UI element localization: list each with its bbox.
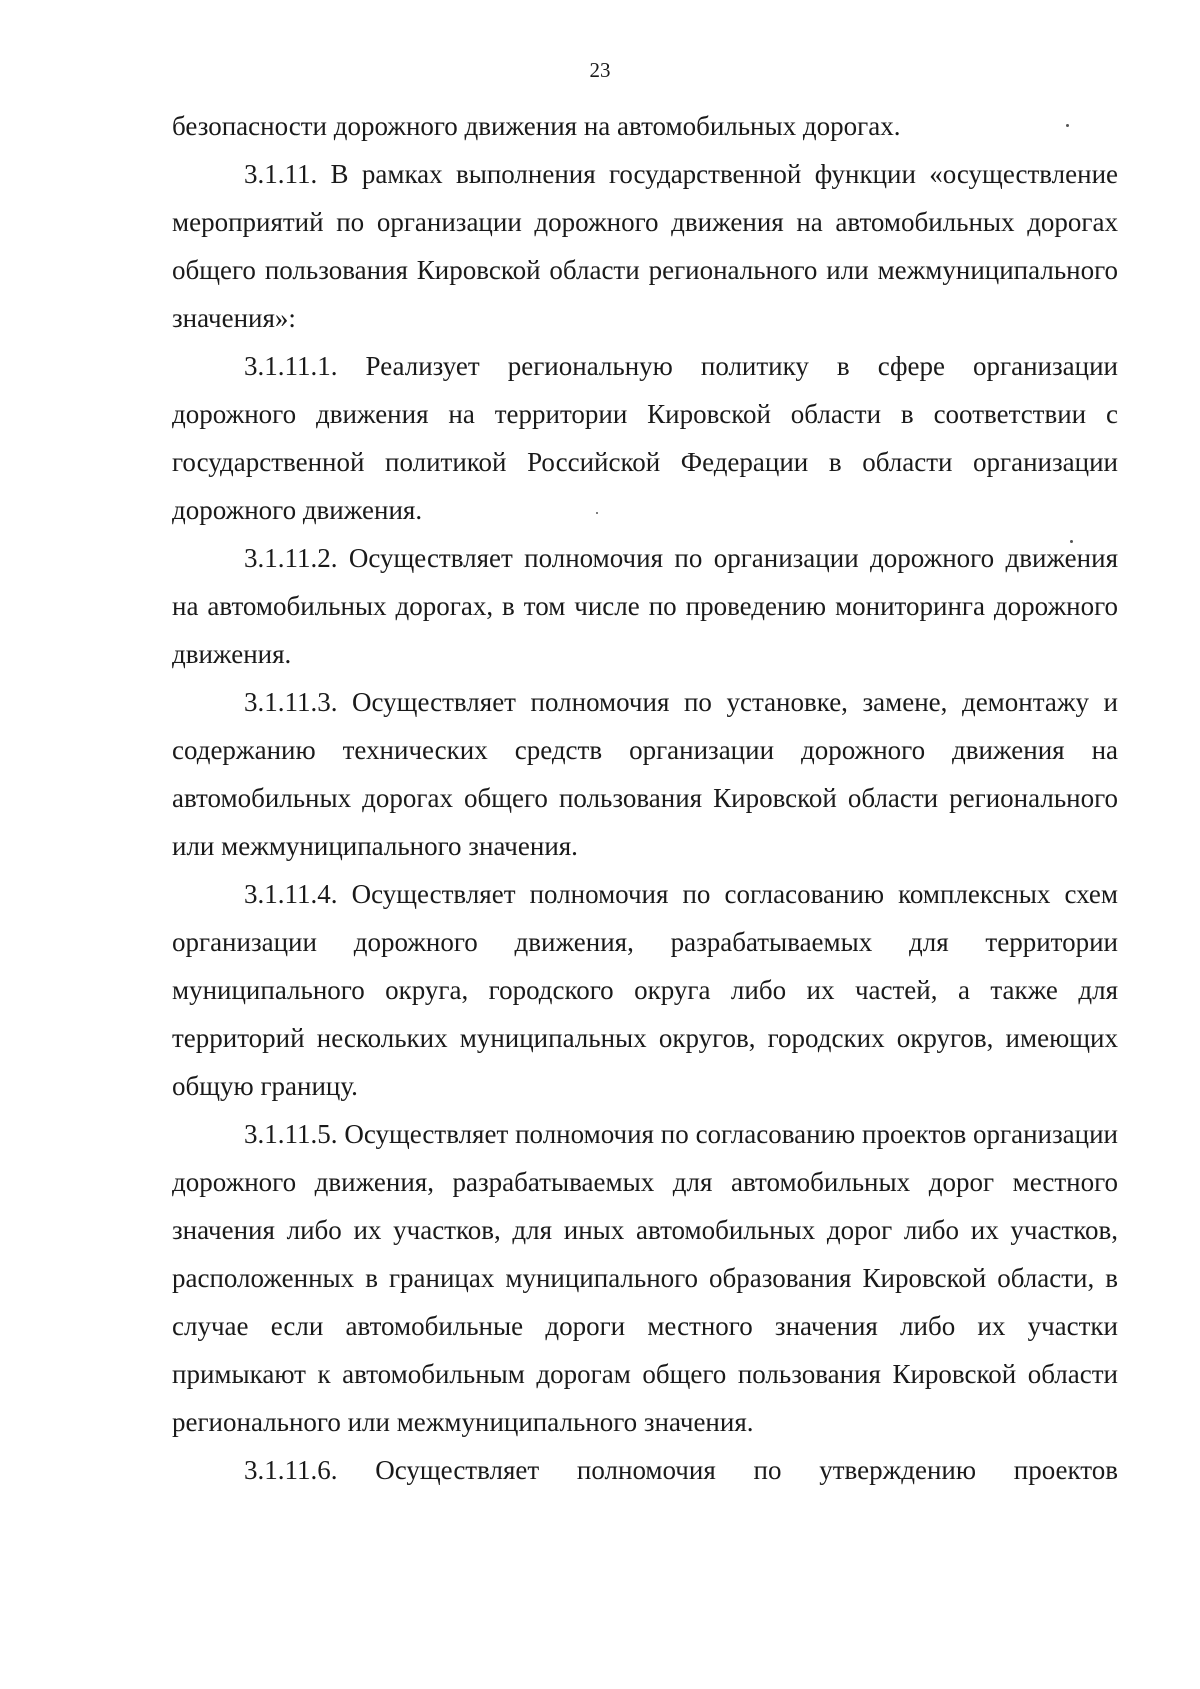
paragraph-3-1-11-6: 3.1.11.6. Осуществляет полномочия по утверждению проектов	[244, 1455, 1118, 1485]
paragraph-3-1-11: 3.1.11. В рамках выполнения государственной функции «осуществление мероприятий по организации дорожного движения на автомобильных дорогах общего пользования Кировской области регионального или межмуниципального значения»:	[172, 159, 1118, 333]
scan-speck	[1066, 124, 1069, 127]
scan-speck	[596, 512, 598, 514]
document-body	[172, 102, 1118, 1494]
paragraph-3-1-11-4: 3.1.11.4. Осуществляет полномочия по согласованию комплексных схем организации дорожного движения, разрабатываемых для территории муниципального округа, городского округа либо их частей, а также для территорий нескольких муниципальных округов, городских округов, имеющих общую границу.	[172, 879, 1118, 1101]
paragraph-3-1-11-3: 3.1.11.3. Осуществляет полномочия по установке, замене, демонтажу и содержанию технических средств организации дорожного движения на автомобильных дорогах общего пользования Кировской области регионального или межмуниципального значения.	[172, 687, 1118, 861]
scan-speck	[1070, 540, 1073, 543]
paragraph-3-1-11-2: 3.1.11.2. Осуществляет полномочия по организации дорожного движения на автомобильных дорогах, в том числе по проведению мониторинга дорожного движения.	[172, 543, 1118, 669]
paragraph-3-1-11-5: 3.1.11.5. Осуществляет полномочия по согласованию проектов организации дорожного движения, разрабатываемых для автомобильных дорог местного значения либо их участков, для иных автомобильных дорог либо их участков, расположенных в границах муниципального образования Кировской области, в случае если автомобильные дороги местного значения либо их участки примыкают к автомобильным дорогам общего пользования Кировской области регионального или межмуниципального значения.	[172, 1119, 1118, 1437]
paragraph-3-1-11-1: 3.1.11.1. Реализует региональную политику в сфере организации дорожного движения на территории Кировской области в соответствии с государственной политикой Российской Федерации в области организации дорожного движения.	[172, 351, 1118, 525]
page-number: 23	[589, 58, 611, 82]
paragraph-continuation: безопасности дорожного движения на автомобильных дорогах.	[172, 111, 901, 141]
